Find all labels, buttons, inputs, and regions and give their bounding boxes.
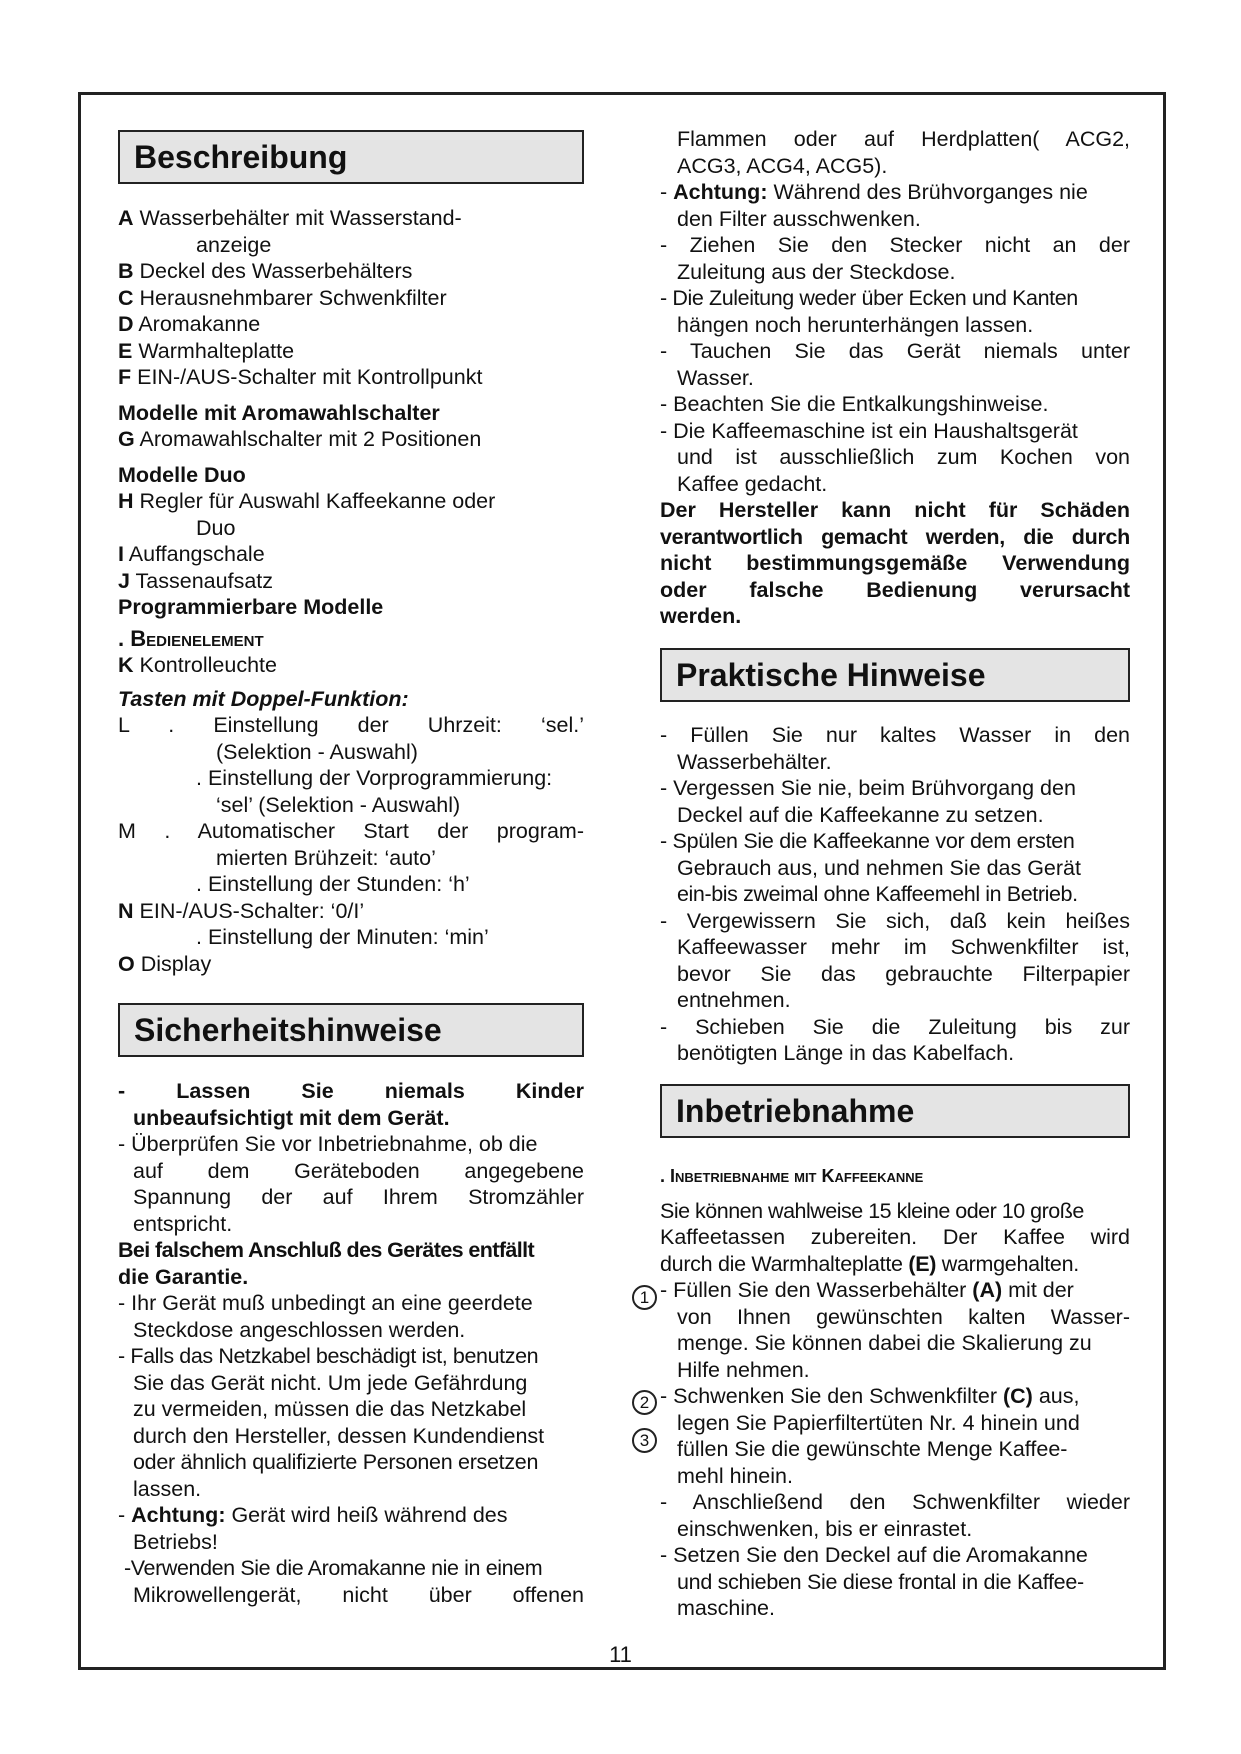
i-line-10: füllen Sie die gewünschte Menge Kaffee- xyxy=(677,1437,1068,1461)
i-line-8: - Schwenken Sie den Schwenkfilter (C) aus, xyxy=(660,1384,1080,1408)
item-l-2: (Selektion - Auswahl) xyxy=(216,739,418,764)
i-line-2: Kaffeetassen zubereiten. Der Kaffee wird xyxy=(660,1225,1130,1249)
r-line-16: verantwortlich gemacht werden, die durch xyxy=(660,524,1130,549)
r-line-2: ACG3, ACG4, ACG5). xyxy=(677,153,888,178)
item-l-3: . Einstellung der Vorprogrammierung: xyxy=(196,766,553,790)
item-b: B Deckel des Wasserbehälters xyxy=(118,259,413,283)
item-a-cont: anzeige xyxy=(196,232,272,257)
item-i: I Auffangschale xyxy=(118,542,265,566)
item-h: H Regler für Auswahl Kaffeekanne oder xyxy=(118,489,496,513)
item-m-2: mierten Brühzeit: ‘auto’ xyxy=(216,845,436,870)
item-f: F EIN-/AUS-Schalter mit Kontrollpunkt xyxy=(118,365,483,389)
s-line-4: auf dem Geräteboden angegebene xyxy=(133,1158,584,1183)
s-line-12: Sie das Gerät nicht. Um jede Gefährdung xyxy=(133,1370,528,1395)
beschreibung-list xyxy=(118,205,584,977)
step-number-1: 1 xyxy=(632,1285,657,1310)
p-line-2: Wasserbehälter. xyxy=(677,749,832,774)
item-a: A Wasserbehälter mit Wasserstand- xyxy=(118,206,462,230)
item-h-cont: Duo xyxy=(196,515,236,540)
item-g: G Aromawahlschalter mit 2 Positionen xyxy=(118,427,482,451)
p-line-1: - Füllen Sie nur kaltes Wasser in den xyxy=(660,723,1130,747)
i-line-7: Hilfe nehmen. xyxy=(677,1357,810,1382)
item-j: J Tassenaufsatz xyxy=(118,568,273,593)
step-number-3: 3 xyxy=(632,1428,657,1453)
s-line-17: - Achtung: Gerät wird heiß während des xyxy=(118,1503,508,1527)
s-line-20: Mikrowellengerät, nicht über offenen xyxy=(133,1582,584,1607)
s-line-14: durch den Hersteller, dessen Kundendienst xyxy=(133,1423,545,1448)
inbetrieb-list xyxy=(660,1163,1130,1622)
page-number: 11 xyxy=(609,1642,632,1667)
i-line-15: und schieben Sie diese frontal in die Kaffee- xyxy=(677,1569,1084,1594)
inbetrieb-subheading: . Inbetriebnahme mit Kaffeekanne xyxy=(660,1166,924,1186)
inbetrieb-heading: Inbetriebnahme xyxy=(660,1084,1130,1138)
s-line-9: - Ihr Gerät muß unbedingt an eine geerdete xyxy=(118,1291,533,1315)
sicherheit-cont-list xyxy=(660,126,1130,630)
praktisch-heading: Praktische Hinweise xyxy=(660,648,1130,702)
item-l-4: ‘sel’ (Selektion - Auswahl) xyxy=(216,792,461,817)
p-line-4: Deckel auf die Kaffeekanne zu setzen. xyxy=(677,802,1044,827)
prog-heading: Programmierbare Modelle xyxy=(118,595,384,619)
s-line-8: die Garantie. xyxy=(118,1264,249,1289)
item-n: N EIN-/AUS-Schalter: ‘0/I’ xyxy=(118,898,365,923)
praktisch-list xyxy=(660,722,1130,1067)
bedienelement-heading: . Bedienelement xyxy=(118,625,264,651)
s-line-13: zu vermeiden, müssen die das Netzkabel xyxy=(133,1397,527,1421)
p-line-10: bevor Sie das gebrauchte Filterpapier xyxy=(677,961,1130,986)
s-line-15: oder ähnlich qualifizierte Personen ersetzen xyxy=(133,1450,539,1474)
r-line-15: Der Hersteller kann nicht für Schäden xyxy=(660,498,1130,522)
p-line-11: entnehmen. xyxy=(677,988,791,1012)
p-line-6: Gebrauch aus, und nehmen Sie das Gerät xyxy=(677,855,1081,880)
r-line-4: den Filter ausschwenken. xyxy=(677,206,921,231)
tasten-heading: Tasten mit Doppel-Funktion: xyxy=(118,686,409,711)
beschreibung-heading: Beschreibung xyxy=(118,130,584,184)
r-line-9: - Tauchen Sie das Gerät niemals unter xyxy=(660,339,1130,363)
item-n-2: . Einstellung der Minuten: ‘min’ xyxy=(196,925,489,949)
item-k: K Kontrolleuchte xyxy=(118,653,277,677)
r-line-8: hängen noch herunterhängen lassen. xyxy=(677,312,1034,337)
r-line-5: - Ziehen Sie den Stecker nicht an der xyxy=(660,233,1130,257)
r-line-14: Kaffee gedacht. xyxy=(677,471,828,496)
item-c: C Herausnehmbarer Schwenkfilter xyxy=(118,285,447,310)
i-line-4: - Füllen Sie den Wasserbehälter (A) mit der xyxy=(660,1278,1074,1302)
item-e: E Warmhalteplatte xyxy=(118,338,295,363)
p-line-5: - Spülen Sie die Kaffeekanne vor dem ersten xyxy=(660,829,1075,853)
r-line-10: Wasser. xyxy=(677,365,754,390)
item-m-1: M . Automatischer Start der program- xyxy=(118,819,584,843)
r-line-12: - Die Kaffeemaschine ist ein Haushaltsgerät xyxy=(660,418,1078,443)
s-line-11: - Falls das Netzkabel beschädigt ist, benutzen xyxy=(118,1344,539,1368)
r-line-1: Flammen oder auf Herdplatten( ACG2, xyxy=(677,127,1130,151)
p-line-12: - Schieben Sie die Zuleitung bis zur xyxy=(660,1014,1130,1039)
r-line-6: Zuleitung aus der Steckdose. xyxy=(677,259,956,284)
i-line-14: - Setzen Sie den Deckel auf die Aromakanne xyxy=(660,1543,1088,1567)
p-line-8: - Vergewissern Sie sich, daß kein heißes xyxy=(660,908,1130,933)
s-line-16: lassen. xyxy=(133,1476,202,1501)
r-line-18: oder falsche Bedienung verursacht xyxy=(660,577,1130,602)
item-o: O Display xyxy=(118,951,212,976)
s-line-1: - Lassen Sie niemals Kinder xyxy=(118,1079,584,1103)
s-line-19: -Verwenden Sie die Aromakanne nie in einem xyxy=(124,1556,543,1580)
s-line-5: Spannung der auf Ihrem Stromzähler xyxy=(133,1185,584,1209)
item-l-1: L . Einstellung der Uhrzeit: ‘sel.’ xyxy=(118,713,584,737)
s-line-18: Betriebs! xyxy=(133,1529,218,1554)
i-line-1: Sie können wahlweise 15 kleine oder 10 große xyxy=(660,1198,1084,1223)
i-line-16: maschine. xyxy=(677,1596,775,1620)
p-line-9: Kaffeewasser mehr im Schwenkfilter ist, xyxy=(677,935,1130,959)
i-line-12: - Anschließend den Schwenkfilter wieder xyxy=(660,1490,1130,1514)
r-line-3: - Achtung: Während des Brühvorganges nie xyxy=(660,180,1088,204)
sicherheit-list xyxy=(118,1078,584,1608)
i-line-11: mehl hinein. xyxy=(677,1463,793,1488)
r-line-11: - Beachten Sie die Entkalkungshinweise. xyxy=(660,392,1049,416)
aroma-heading: Modelle mit Aromawahlschalter xyxy=(118,400,440,425)
r-line-7: - Die Zuleitung weder über Ecken und Kanten xyxy=(660,286,1078,310)
p-line-13: benötigten Länge in das Kabelfach. xyxy=(677,1041,1015,1065)
duo-heading: Modelle Duo xyxy=(118,462,246,487)
i-line-13: einschwenken, bis er einrastet. xyxy=(677,1516,973,1541)
s-line-6: entspricht. xyxy=(133,1211,233,1236)
p-line-7: ein-bis zweimal ohne Kaffeemehl in Betrieb. xyxy=(677,882,1078,906)
i-line-9: legen Sie Papierfiltertüten Nr. 4 hinein und xyxy=(677,1410,1080,1435)
item-m-3: . Einstellung der Stunden: ‘h’ xyxy=(196,872,470,896)
sicherheit-heading: Sicherheitshinweise xyxy=(118,1003,584,1057)
item-d: D Aromakanne xyxy=(118,312,261,336)
step-number-2: 2 xyxy=(632,1390,657,1415)
i-line-6: menge. Sie können dabei die Skalierung zu xyxy=(677,1331,1092,1355)
r-line-19: werden. xyxy=(660,604,742,628)
s-line-10: Steckdose angeschlossen werden. xyxy=(133,1317,466,1342)
r-line-17: nicht bestimmungsgemäße Verwendung xyxy=(660,551,1130,575)
p-line-3: - Vergessen Sie nie, beim Brühvorgang den xyxy=(660,776,1076,800)
s-line-2: unbeaufsichtigt mit dem Gerät. xyxy=(133,1105,450,1130)
i-line-5: von Ihnen gewünschten kalten Wasser- xyxy=(677,1304,1130,1329)
i-line-3: durch die Warmhalteplatte (E) warmgehalten. xyxy=(660,1251,1079,1276)
r-line-13: und ist ausschließlich zum Kochen von xyxy=(677,445,1130,469)
s-line-7: Bei falschem Anschluß des Gerätes entfällt xyxy=(118,1238,535,1262)
s-line-3: - Überprüfen Sie vor Inbetriebnahme, ob die xyxy=(118,1132,538,1156)
